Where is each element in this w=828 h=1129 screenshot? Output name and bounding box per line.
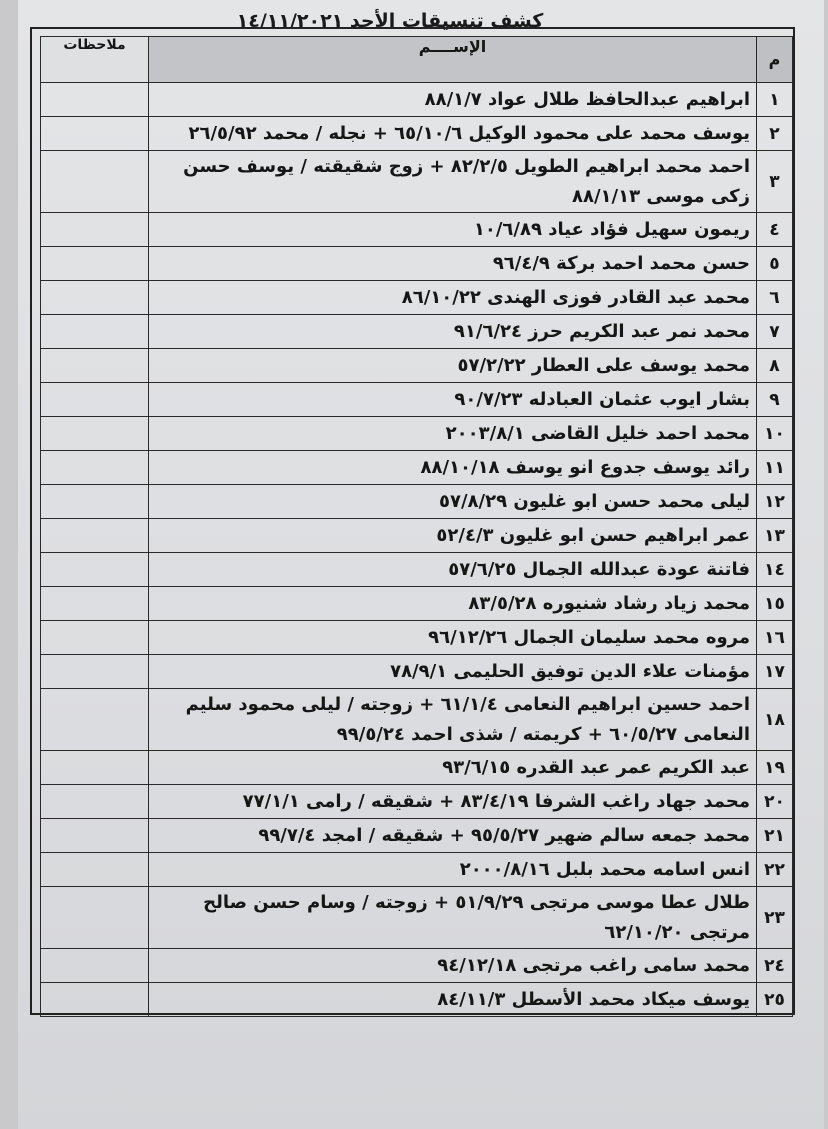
table-body [41, 83, 793, 1017]
table-row [41, 485, 793, 519]
row-notes [41, 315, 149, 349]
row-name: عبد الكريم عمر عبد القدره ٩٣/٦/١٥ [149, 751, 757, 785]
row-name: محمد يوسف على العطار ٥٧/٢/٢٢ [149, 349, 757, 383]
row-number: ١٧ [757, 655, 793, 689]
row-number: ٥ [757, 247, 793, 281]
table-row [41, 553, 793, 587]
row-name: محمد نمر عبد الكريم حرز ٩١/٦/٢٤ [149, 315, 757, 349]
row-name: محمد احمد خليل القاضى ٢٠٠٣/٨/١ [149, 417, 757, 451]
row-number: ٢٤ [757, 949, 793, 983]
row-name: محمد سامى راغب مرتجى ٩٤/١٢/١٨ [149, 949, 757, 983]
row-name: محمد عبد القادر فوزى الهندى ٨٦/١٠/٢٢ [149, 281, 757, 315]
row-notes [41, 247, 149, 281]
row-number: ٤ [757, 213, 793, 247]
table-row [41, 281, 793, 315]
table-row [41, 887, 793, 949]
row-number: ٢٣ [757, 887, 793, 949]
row-notes [41, 819, 149, 853]
row-notes [41, 689, 149, 751]
row-notes [41, 519, 149, 553]
table-row [41, 417, 793, 451]
row-number: ٢٢ [757, 853, 793, 887]
row-notes [41, 621, 149, 655]
row-notes [41, 485, 149, 519]
row-name: ريمون سهيل فؤاد عياد ١٠/٦/٨٩ [149, 213, 757, 247]
row-number: ١١ [757, 451, 793, 485]
row-notes [41, 553, 149, 587]
row-number: ١٦ [757, 621, 793, 655]
row-name: ابراهيم عبدالحافظ طلال عواد ٨٨/١/٧ [149, 83, 757, 117]
row-name: بشار ايوب عثمان العبادله ٩٠/٧/٢٣ [149, 383, 757, 417]
row-notes [41, 949, 149, 983]
row-number: ١٩ [757, 751, 793, 785]
row-number: ٢٠ [757, 785, 793, 819]
row-name: احمد محمد ابراهيم الطويل ٨٢/٢/٥ + زوج شقيقته / يوسف حسن زكى موسى ٨٨/١/١٣ [149, 151, 757, 213]
table-row [41, 451, 793, 485]
row-number: ٩ [757, 383, 793, 417]
row-number: ١٣ [757, 519, 793, 553]
row-name: مؤمنات علاء الدين توفيق الحليمى ٧٨/٩/١ [149, 655, 757, 689]
row-name: محمد جمعه سالم ضهير ٩٥/٥/٢٧ + شقيقه / امجد ٩٩/٧/٤ [149, 819, 757, 853]
table-row [41, 117, 793, 151]
row-name: ليلى محمد حسن ابو غليون ٥٧/٨/٢٩ [149, 485, 757, 519]
row-number: ١٥ [757, 587, 793, 621]
row-number: ٢٥ [757, 983, 793, 1017]
row-notes [41, 83, 149, 117]
table-row [41, 383, 793, 417]
table-row [41, 151, 793, 213]
table-row [41, 213, 793, 247]
row-name: يوسف ميكاد محمد الأسطل ٨٤/١١/٣ [149, 983, 757, 1017]
table-row [41, 751, 793, 785]
row-notes [41, 887, 149, 949]
row-number: ١٢ [757, 485, 793, 519]
table-row [41, 587, 793, 621]
table-row [41, 785, 793, 819]
row-number: ٨ [757, 349, 793, 383]
row-notes [41, 751, 149, 785]
row-notes [41, 417, 149, 451]
row-notes [41, 587, 149, 621]
header-notes: ملاحظات [41, 37, 149, 83]
row-notes [41, 117, 149, 151]
table-row [41, 655, 793, 689]
table-row [41, 983, 793, 1017]
row-name: رائد يوسف جدوع انو يوسف ٨٨/١٠/١٨ [149, 451, 757, 485]
row-name: مروه محمد سليمان الجمال ٩٦/١٢/٢٦ [149, 621, 757, 655]
row-name: يوسف محمد على محمود الوكيل ٦٥/١٠/٦ + نجله / محمد ٢٦/٥/٩٢ [149, 117, 757, 151]
row-notes [41, 349, 149, 383]
table-row [41, 853, 793, 887]
coordination-table [40, 36, 793, 1017]
row-notes [41, 785, 149, 819]
row-number: ٢ [757, 117, 793, 151]
row-notes [41, 451, 149, 485]
table-row [41, 83, 793, 117]
row-name: محمد زياد رشاد شنيوره ٨٣/٥/٢٨ [149, 587, 757, 621]
table-row [41, 949, 793, 983]
row-number: ١٨ [757, 689, 793, 751]
row-number: ٣ [757, 151, 793, 213]
row-notes [41, 983, 149, 1017]
row-number: ١٤ [757, 553, 793, 587]
table-row [41, 819, 793, 853]
table-row [41, 349, 793, 383]
row-name: طلال عطا موسى مرتجى ٥١/٩/٢٩ + زوجته / وسام حسن صالح مرتجى ٦٢/١٠/٢٠ [149, 887, 757, 949]
row-name: فاتنة عودة عبدالله الجمال ٥٧/٦/٢٥ [149, 553, 757, 587]
row-notes [41, 383, 149, 417]
row-notes [41, 213, 149, 247]
table-row [41, 621, 793, 655]
row-notes [41, 151, 149, 213]
row-number: ٧ [757, 315, 793, 349]
table-row [41, 519, 793, 553]
row-number: ٦ [757, 281, 793, 315]
row-name: احمد حسين ابراهيم النعامى ٦١/١/٤ + زوجته / ليلى محمود سليم النعامى ٦٠/٥/٢٧ + كريمته / شذى احمد ٩٩/٥/٢٤ [149, 689, 757, 751]
row-name: حسن محمد احمد بركة ٩٦/٤/٩ [149, 247, 757, 281]
row-name: انس اسامه محمد بلبل ٢٠٠٠/٨/١٦ [149, 853, 757, 887]
row-notes [41, 655, 149, 689]
row-notes [41, 281, 149, 315]
row-name: عمر ابراهيم حسن ابو غليون ٥٢/٤/٣ [149, 519, 757, 553]
table-header-row [41, 37, 793, 83]
table-row [41, 689, 793, 751]
document-title: كشف تنسيقات الأحد ١٤/١١/٢٠٢١ [236, 10, 544, 32]
row-notes [41, 853, 149, 887]
row-name: محمد جهاد راغب الشرفا ٨٣/٤/١٩ + شقيقه / رامى ٧٧/١/١ [149, 785, 757, 819]
table-row [41, 247, 793, 281]
row-number: ١٠ [757, 417, 793, 451]
row-number: ١ [757, 83, 793, 117]
row-number: ٢١ [757, 819, 793, 853]
header-number: م [757, 37, 793, 83]
table-row [41, 315, 793, 349]
header-name: الإســــم [149, 37, 757, 83]
